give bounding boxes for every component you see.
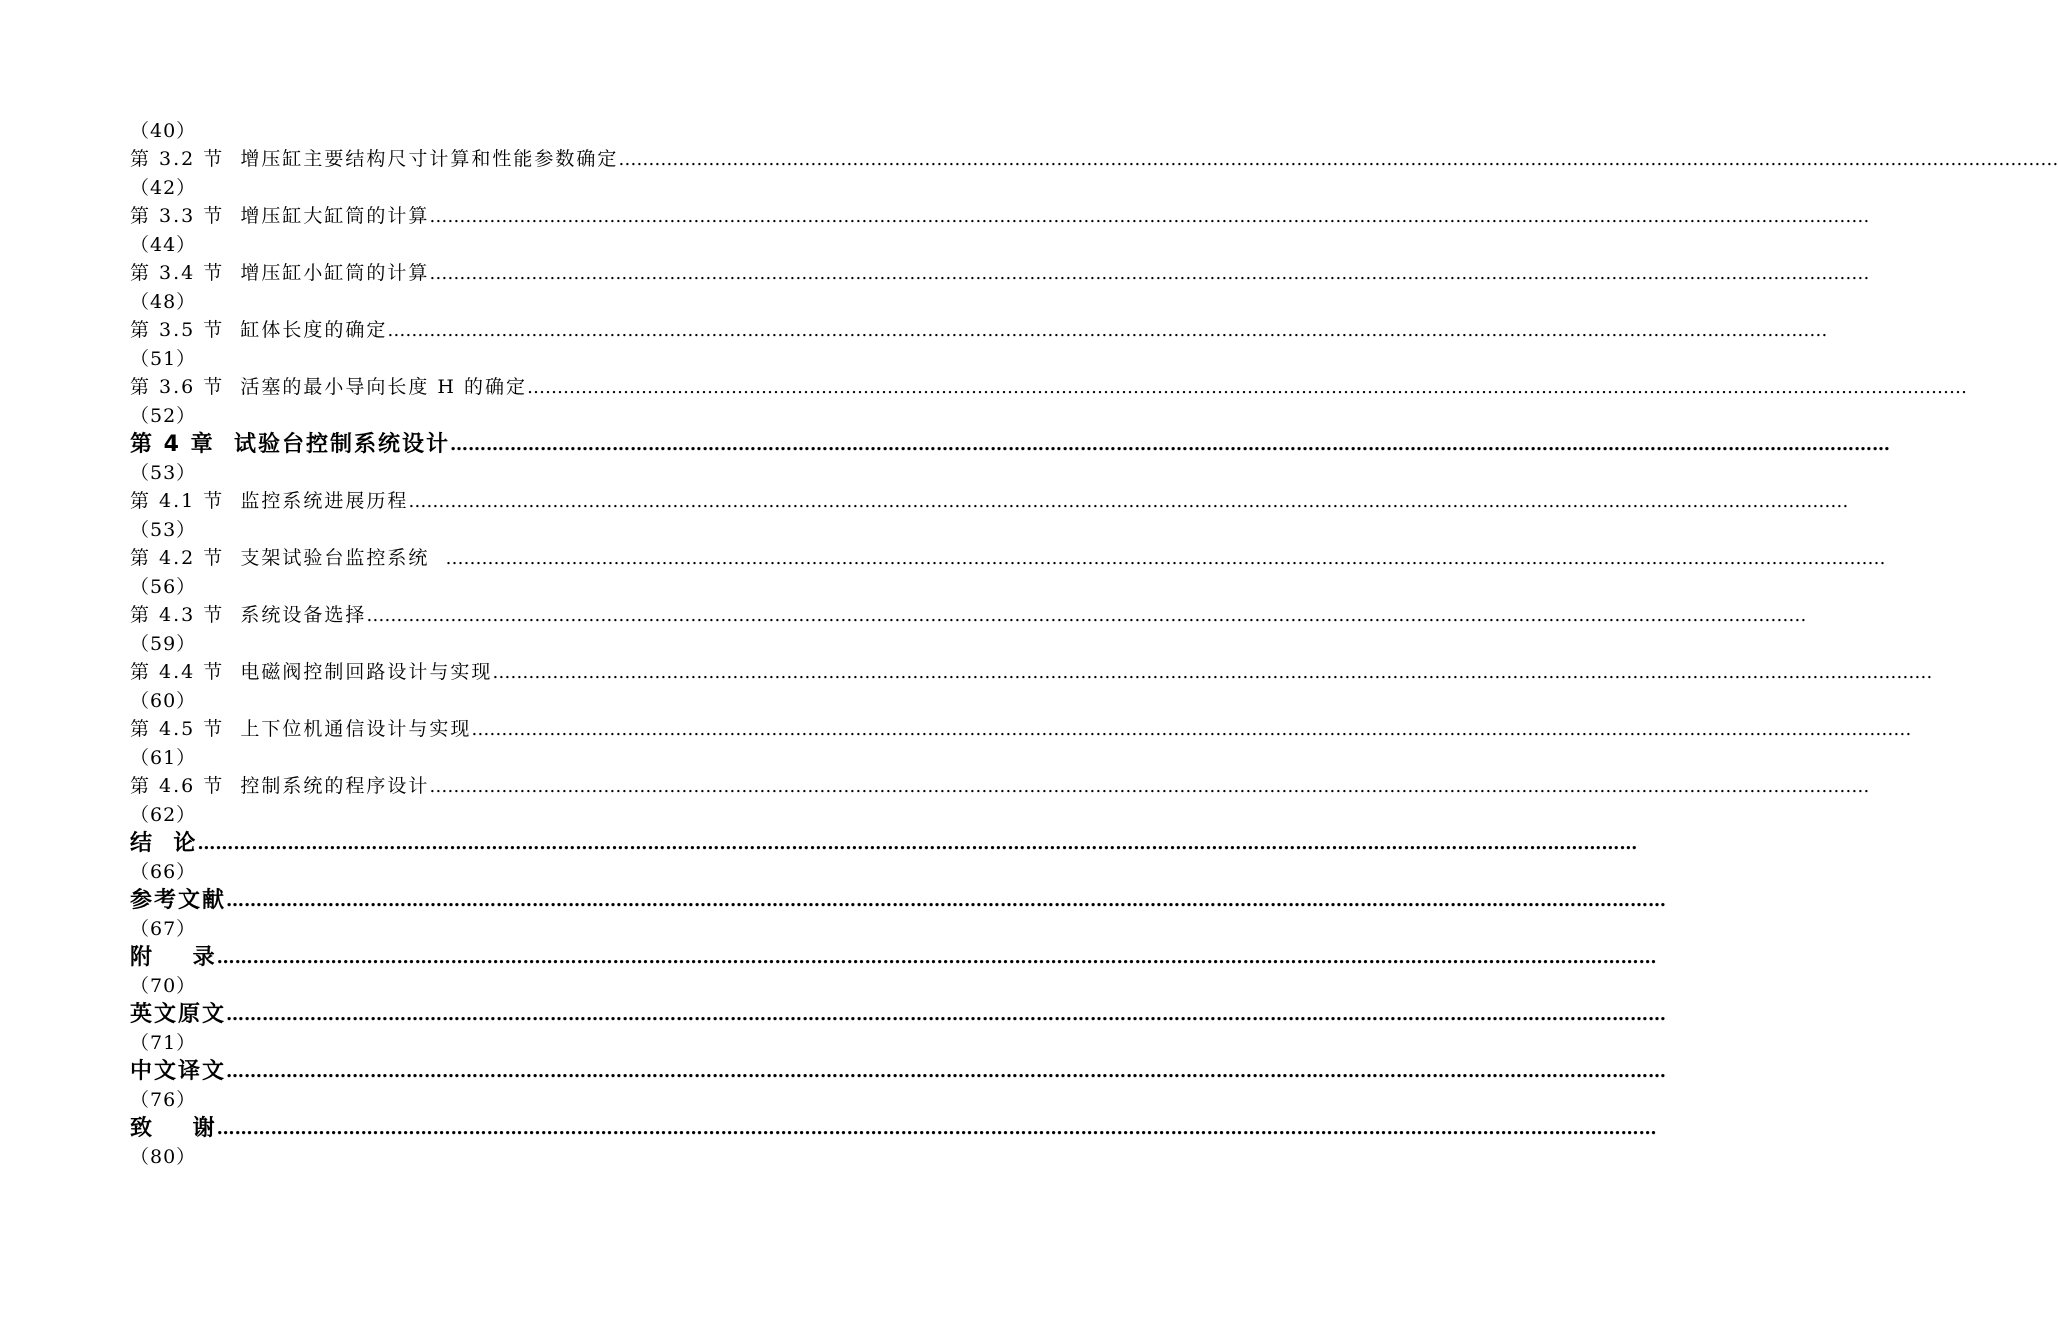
- toc-entry: [130, 658, 1933, 715]
- toc-chapter-entry: [130, 829, 1638, 886]
- toc-entry-page: （48）: [130, 291, 197, 313]
- dot-leader: ……………………………………………………………………………………………………………………………………………………………………………………………………………………: [216, 1118, 1657, 1139]
- toc-entry-page: （76）: [130, 1089, 197, 1111]
- toc-chapter-title: 中文译文: [130, 1059, 227, 1084]
- toc-entry-title-line: [130, 829, 1638, 858]
- toc-chapter-entry: [130, 430, 1890, 487]
- toc-entry-page: （60）: [130, 690, 197, 712]
- toc-entry-title-line: [130, 1114, 1657, 1143]
- dot-leader: ……………………………………………………………………………………………………………………………………………………………………………………………………………………: [408, 491, 1849, 512]
- toc-entry: [130, 316, 1828, 373]
- toc-entry-page: （56）: [130, 576, 197, 598]
- toc-entry: [130, 544, 1886, 601]
- dot-leader: ……………………………………………………………………………………………………………………………………………………………………………………………………………………: [366, 605, 1807, 626]
- dot-leader: ……………………………………………………………………………………………………………………………………………………………………………………………………………………: [226, 1004, 1667, 1025]
- toc-entry-title-line: [130, 772, 1870, 801]
- toc-entry: [130, 601, 1807, 658]
- toc-entry-page: （53）: [130, 462, 197, 484]
- toc-entry-page: （62）: [130, 804, 197, 826]
- toc-entry-title-line: [130, 316, 1828, 345]
- toc-chapter-title: 致 谢: [130, 1116, 217, 1141]
- dot-leader: ……………………………………………………………………………………………………………………………………………………………………………………………………………………: [492, 662, 1933, 683]
- dot-leader: ……………………………………………………………………………………………………………………………………………………………………………………………………………………: [618, 149, 2058, 170]
- toc-chapter-entry: [130, 1000, 1667, 1057]
- toc-entry-title: 第 4.2 节 支架试验台监控系统: [130, 547, 446, 569]
- toc-chapter-entry: [130, 1057, 1667, 1114]
- toc-chapter-entry: [130, 886, 1667, 943]
- toc-entry-title-line: [130, 202, 1870, 231]
- dot-leader: ……………………………………………………………………………………………………………………………………………………………………………………………………………………: [429, 206, 1870, 227]
- toc-entry-title-line: [130, 943, 1657, 972]
- toc-entry-title: 第 3.6 节 活塞的最小导向长度 H 的确定: [130, 376, 528, 398]
- dot-leader: ……………………………………………………………………………………………………………………………………………………………………………………………………………………: [471, 719, 1912, 740]
- dot-leader: ……………………………………………………………………………………………………………………………………………………………………………………………………………………: [429, 263, 1870, 284]
- toc-entry: [130, 373, 1968, 430]
- table-of-contents: [130, 117, 2058, 1171]
- toc-entry-title: 第 4.3 节 系统设备选择: [130, 604, 367, 626]
- toc-entry-title-line: [130, 145, 2058, 174]
- toc-entry-page: （44）: [130, 234, 197, 256]
- toc-entry-page: （42）: [130, 177, 197, 199]
- toc-entry-title: 第 3.5 节 缸体长度的确定: [130, 319, 388, 341]
- toc-entry-page: （61）: [130, 747, 197, 769]
- toc-entry-title-line: [130, 886, 1667, 915]
- toc-entry-page: （53）: [130, 519, 197, 541]
- toc-entry-title: 第 3.3 节 增压缸大缸筒的计算: [130, 205, 430, 227]
- dot-leader: ……………………………………………………………………………………………………………………………………………………………………………………………………………………: [449, 434, 1890, 455]
- toc-entry-title-line: [130, 658, 1933, 687]
- toc-entry-page: （71）: [130, 1032, 197, 1054]
- toc-entry-title: 第 3.2 节 增压缸主要结构尺寸计算和性能参数确定: [130, 148, 619, 170]
- toc-entry-title-line: [130, 259, 1870, 288]
- toc-entry-title-line: [130, 1057, 1667, 1086]
- toc-entry: [130, 259, 1870, 316]
- toc-entry-title: 第 4.5 节 上下位机通信设计与实现: [130, 718, 472, 740]
- dot-leader: ……………………………………………………………………………………………………………………………………………………………………………………………………………………: [226, 1061, 1667, 1082]
- toc-chapter-title: 参考文献: [130, 888, 227, 913]
- toc-chapter-title: 英文原文: [130, 1002, 227, 1027]
- toc-entry-title-line: [130, 544, 1886, 573]
- toc-entry-title-line: [130, 373, 1968, 402]
- dot-leader: ……………………………………………………………………………………………………………………………………………………………………………………………………………………: [387, 320, 1828, 341]
- toc-entry-page: （70）: [130, 975, 197, 997]
- continued-page-number: （40）: [130, 120, 197, 142]
- toc-entry-title-line: [130, 715, 1912, 744]
- toc-chapter-entry: [130, 1114, 1657, 1171]
- dot-leader: ……………………………………………………………………………………………………………………………………………………………………………………………………………………: [429, 776, 1870, 797]
- toc-chapter-title: 第 4 章 试验台控制系统设计: [130, 432, 450, 457]
- dot-leader: ……………………………………………………………………………………………………………………………………………………………………………………………………………………: [216, 947, 1657, 968]
- dot-leader: ……………………………………………………………………………………………………………………………………………………………………………………………………………………: [527, 377, 1968, 398]
- toc-chapter-title: 附 录: [130, 945, 217, 970]
- dot-leader: ……………………………………………………………………………………………………………………………………………………………………………………………………………………: [445, 548, 1886, 569]
- toc-entry-page: （51）: [130, 348, 197, 370]
- dot-leader: ……………………………………………………………………………………………………………………………………………………………………………………………………………………: [226, 890, 1667, 911]
- toc-entry-page: （80）: [130, 1146, 197, 1168]
- toc-entry-page: （59）: [130, 633, 197, 655]
- toc-entry-page: （52）: [130, 405, 197, 427]
- toc-entry: [130, 772, 1870, 829]
- toc-entry: [130, 145, 2058, 202]
- toc-chapter-entry: [130, 943, 1657, 1000]
- toc-entry-title-line: [130, 430, 1890, 459]
- toc-entry-title: 第 4.4 节 电磁阀控制回路设计与实现: [130, 661, 493, 683]
- toc-entry: [130, 715, 1912, 772]
- toc-entry-page: （67）: [130, 918, 197, 940]
- toc-entry-title-line: [130, 601, 1807, 630]
- toc-entry-title: 第 4.6 节 控制系统的程序设计: [130, 775, 430, 797]
- toc-chapter-title: 结 论: [130, 831, 198, 856]
- toc-entry: [130, 202, 1870, 259]
- toc-entry-page: （66）: [130, 861, 197, 883]
- toc-entry-title-line: [130, 1000, 1667, 1029]
- dot-leader: ……………………………………………………………………………………………………………………………………………………………………………………………………………………: [197, 833, 1638, 854]
- toc-entry: [130, 487, 1849, 544]
- toc-entry-title: 第 4.1 节 监控系统进展历程: [130, 490, 409, 512]
- toc-entry-title: 第 3.4 节 增压缸小缸筒的计算: [130, 262, 430, 284]
- toc-entry-title-line: [130, 487, 1849, 516]
